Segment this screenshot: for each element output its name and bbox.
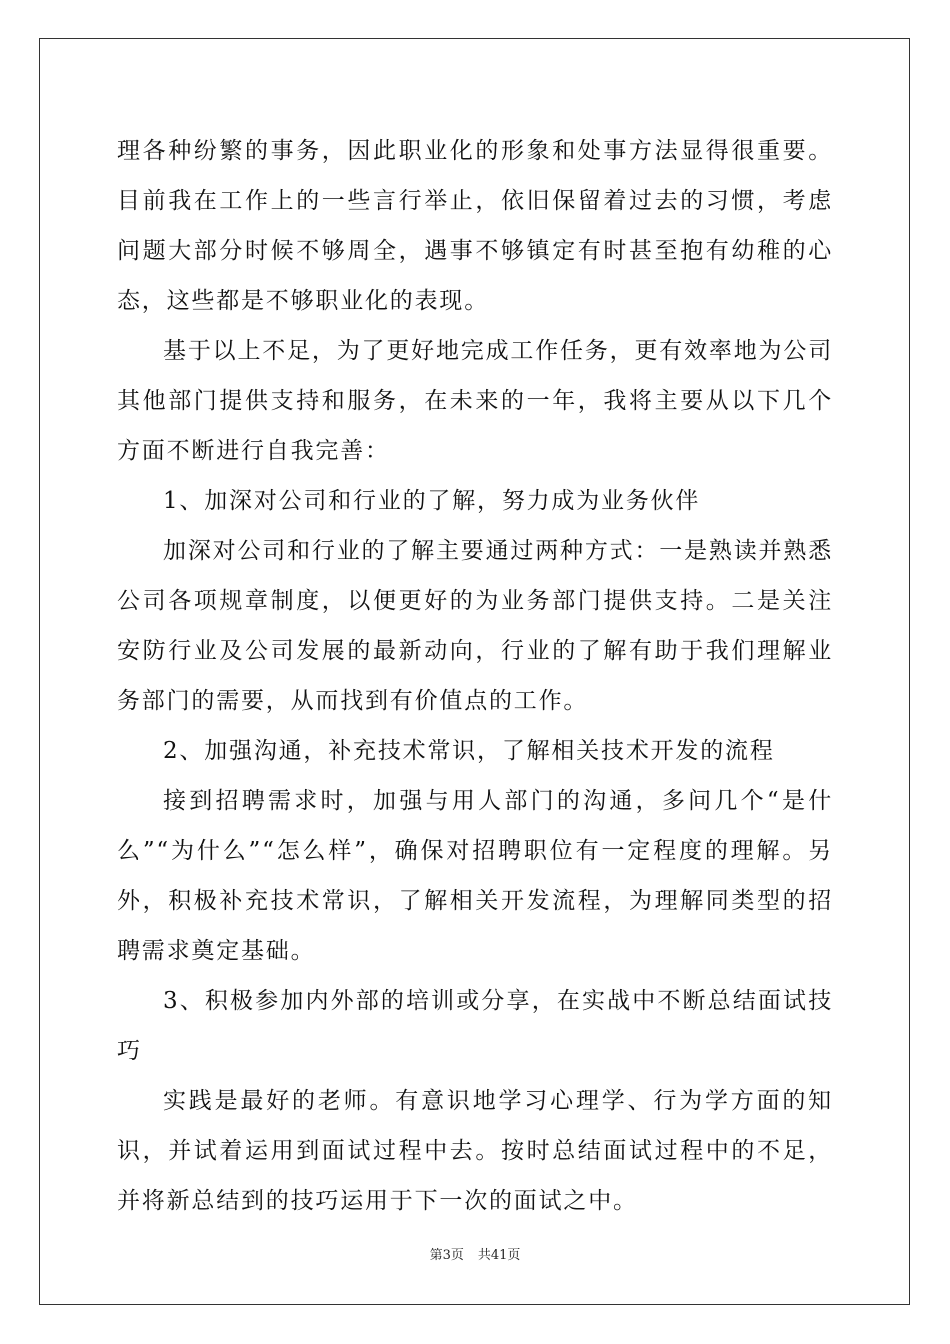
- section-heading-1: 1、加深对公司和行业的了解，努力成为业务伙伴: [163, 488, 701, 514]
- page-total: 共41页: [477, 1248, 521, 1263]
- paragraph-2: 基于以上不足，为了更好地完成工作任务，更有效率地为公司其他部门提供支持和服务，在未来的一年，我将主要从以下几个方面不断进行自我完善：: [117, 338, 833, 464]
- paragraph-5: 实践是最好的老师。有意识地学习心理学、行为学方面的知识，并试着运用到面试过程中去。按时总结面试过程中的不足，并将新总结到的技巧运用于下一次的面试之中。: [117, 1088, 833, 1214]
- paragraph-1: 理各种纷繁的事务，因此职业化的形象和处事方法显得很重要。目前我在工作上的一些言行举止，依旧保留着过去的习惯，考虑问题大部分时候不够周全，遇事不够镇定有时甚至抱有幼稚的心态，这些都是不够职业化的表现。: [117, 138, 833, 314]
- paragraph-3: 加深对公司和行业的了解主要通过两种方式：一是熟读并熟悉公司各项规章制度，以便更好的为业务部门提供支持。二是关注安防行业及公司发展的最新动向，行业的了解有助于我们理解业务部门的需要，从而找到有价值点的工作。: [117, 538, 833, 714]
- section-heading-2: 2、加强沟通，补充技术常识，了解相关技术开发的流程: [163, 738, 775, 764]
- page-footer: [0, 1247, 950, 1265]
- page-number: 第3页: [429, 1248, 464, 1263]
- paragraph-4: 接到招聘需求时，加强与用人部门的沟通，多问几个“是什么”“为什么”“怎么样”，确保对招聘职位有一定程度的理解。另外，积极补充技术常识，了解相关开发流程，为理解同类型的招聘需求奠定基础。: [117, 788, 833, 964]
- section-heading-3: 3、积极参加内外部的培训或分享，在实战中不断总结面试技巧: [117, 988, 833, 1064]
- document-body: [117, 126, 833, 1226]
